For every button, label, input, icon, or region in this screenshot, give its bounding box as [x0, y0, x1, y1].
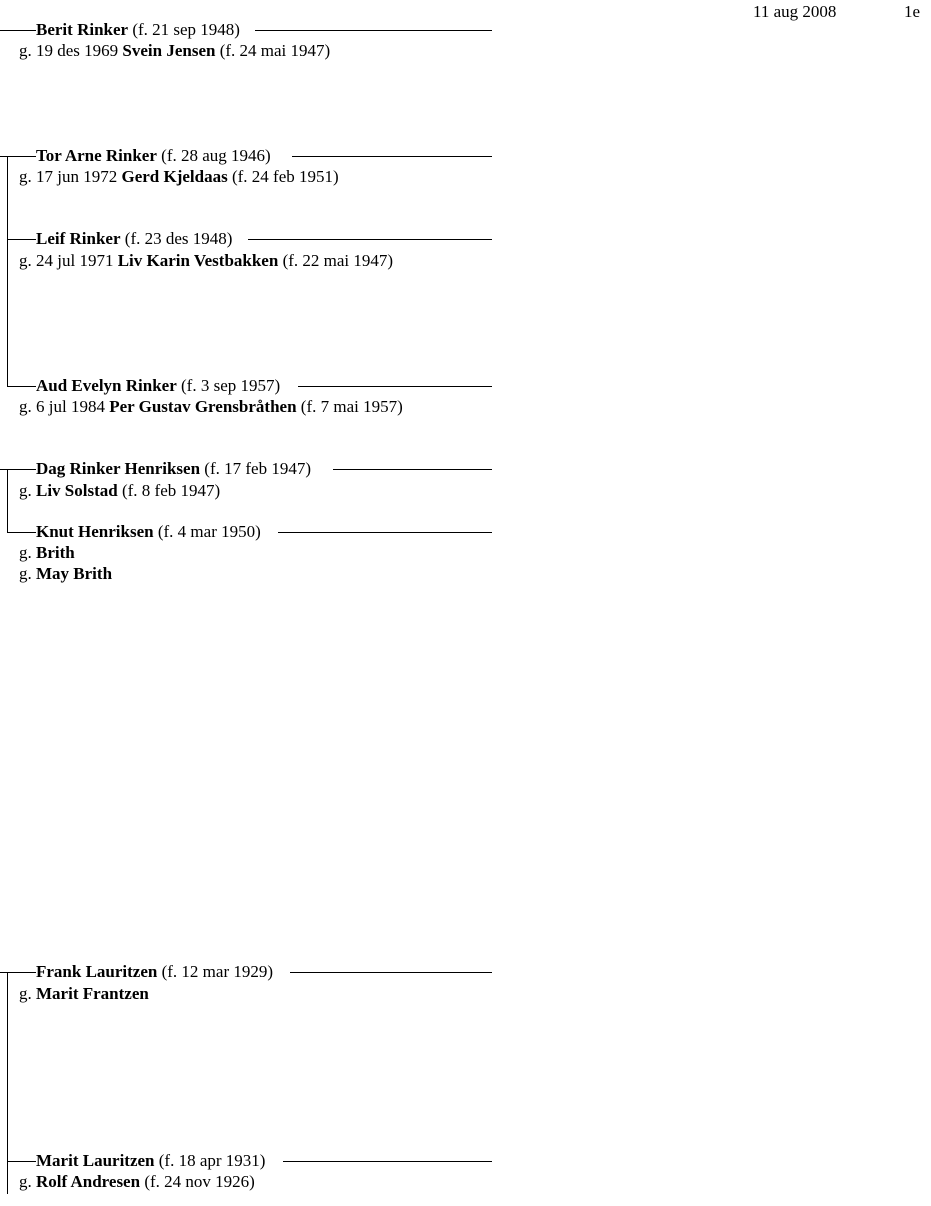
birth-date: (f. 3 sep 1957): [181, 376, 281, 395]
person-name: Tor Arne Rinker: [36, 146, 157, 165]
marriage-date: g.: [19, 543, 36, 562]
sibling-bracket: [7, 469, 8, 532]
birth-date: (f. 4 mar 1950): [157, 522, 261, 541]
spouse-name: Liv Solstad: [36, 481, 118, 500]
person-line: [36, 229, 232, 249]
name-rule: [255, 30, 492, 31]
spouse-birth: (f. 24 mai 1947): [215, 41, 331, 60]
spouse-name: Gerd Kjeldaas: [121, 167, 228, 186]
marriage-line: [19, 251, 393, 271]
report-date: 11 aug 2008: [753, 2, 837, 21]
marriage-date: g.: [19, 1172, 36, 1191]
birth-date: (f. 21 sep 1948): [132, 20, 240, 39]
birth-date: (f. 28 aug 1946): [161, 146, 271, 165]
connector-line: [7, 469, 36, 470]
marriage-line: [19, 564, 112, 584]
marriage-line: [19, 1172, 255, 1192]
person-name: Marit Lauritzen: [36, 1151, 155, 1170]
spouse-name: Per Gustav Grensbråthen: [109, 397, 297, 416]
birth-date: (f. 18 apr 1931): [158, 1151, 266, 1170]
name-rule: [283, 1161, 492, 1162]
person-name: Berit Rinker: [36, 20, 129, 39]
person-line: [36, 962, 273, 982]
marriage-date: g.: [19, 984, 36, 1003]
name-rule: [333, 469, 492, 470]
person-name: Frank Lauritzen: [36, 962, 158, 981]
connector-line: [7, 532, 36, 533]
spouse-name: May Brith: [36, 564, 113, 583]
name-rule: [248, 239, 492, 240]
name-rule: [278, 532, 492, 533]
spouse-birth: (f. 24 nov 1926): [140, 1172, 255, 1191]
marriage-date: g. 6 jul 1984: [19, 397, 110, 416]
connector-line: [7, 1161, 36, 1162]
person-line: [36, 146, 271, 166]
marriage-line: [19, 543, 75, 563]
person-line: [36, 20, 240, 40]
marriage-line: [19, 397, 403, 417]
name-rule: [292, 156, 492, 157]
marriage-line: [19, 167, 339, 187]
person-name: Aud Evelyn Rinker: [36, 376, 177, 395]
marriage-date: g.: [19, 481, 36, 500]
connector-line: [7, 972, 36, 973]
connector-line: [7, 156, 36, 157]
person-line: [36, 522, 261, 542]
connector-line: [0, 30, 36, 31]
marriage-date: g. 19 des 1969: [19, 41, 123, 60]
spouse-name: Brith: [36, 543, 75, 562]
spouse-name: Svein Jensen: [122, 41, 216, 60]
person-line: [36, 376, 280, 396]
birth-date: (f. 17 feb 1947): [204, 459, 311, 478]
spouse-name: Marit Frantzen: [36, 984, 149, 1003]
spouse-name: Liv Karin Vestbakken: [117, 251, 279, 270]
marriage-date: g. 24 jul 1971: [19, 251, 118, 270]
spouse-name: Rolf Andresen: [36, 1172, 141, 1191]
birth-date: (f. 12 mar 1929): [161, 962, 274, 981]
connector-line: [7, 386, 36, 387]
marriage-line: [19, 41, 330, 61]
spouse-birth: (f. 7 mai 1957): [296, 397, 403, 416]
name-rule: [290, 972, 492, 973]
person-line: [36, 459, 311, 479]
connector-line: [7, 239, 36, 240]
marriage-date: g.: [19, 564, 36, 583]
person-name: Dag Rinker Henriksen: [36, 459, 201, 478]
person-name: Leif Rinker: [36, 229, 121, 248]
marriage-date: g. 17 jun 1972: [19, 167, 122, 186]
spouse-birth: (f. 24 feb 1951): [227, 167, 339, 186]
birth-date: (f. 23 des 1948): [124, 229, 233, 248]
name-rule: [298, 386, 492, 387]
person-name: Knut Henriksen: [36, 522, 154, 541]
marriage-line: [19, 984, 149, 1004]
spouse-birth: (f. 8 feb 1947): [117, 481, 221, 500]
page-number: 1e: [904, 2, 921, 21]
sibling-bracket: [7, 156, 8, 386]
spouse-birth: (f. 22 mai 1947): [278, 251, 394, 270]
person-line: [36, 1151, 265, 1171]
marriage-line: [19, 481, 220, 501]
